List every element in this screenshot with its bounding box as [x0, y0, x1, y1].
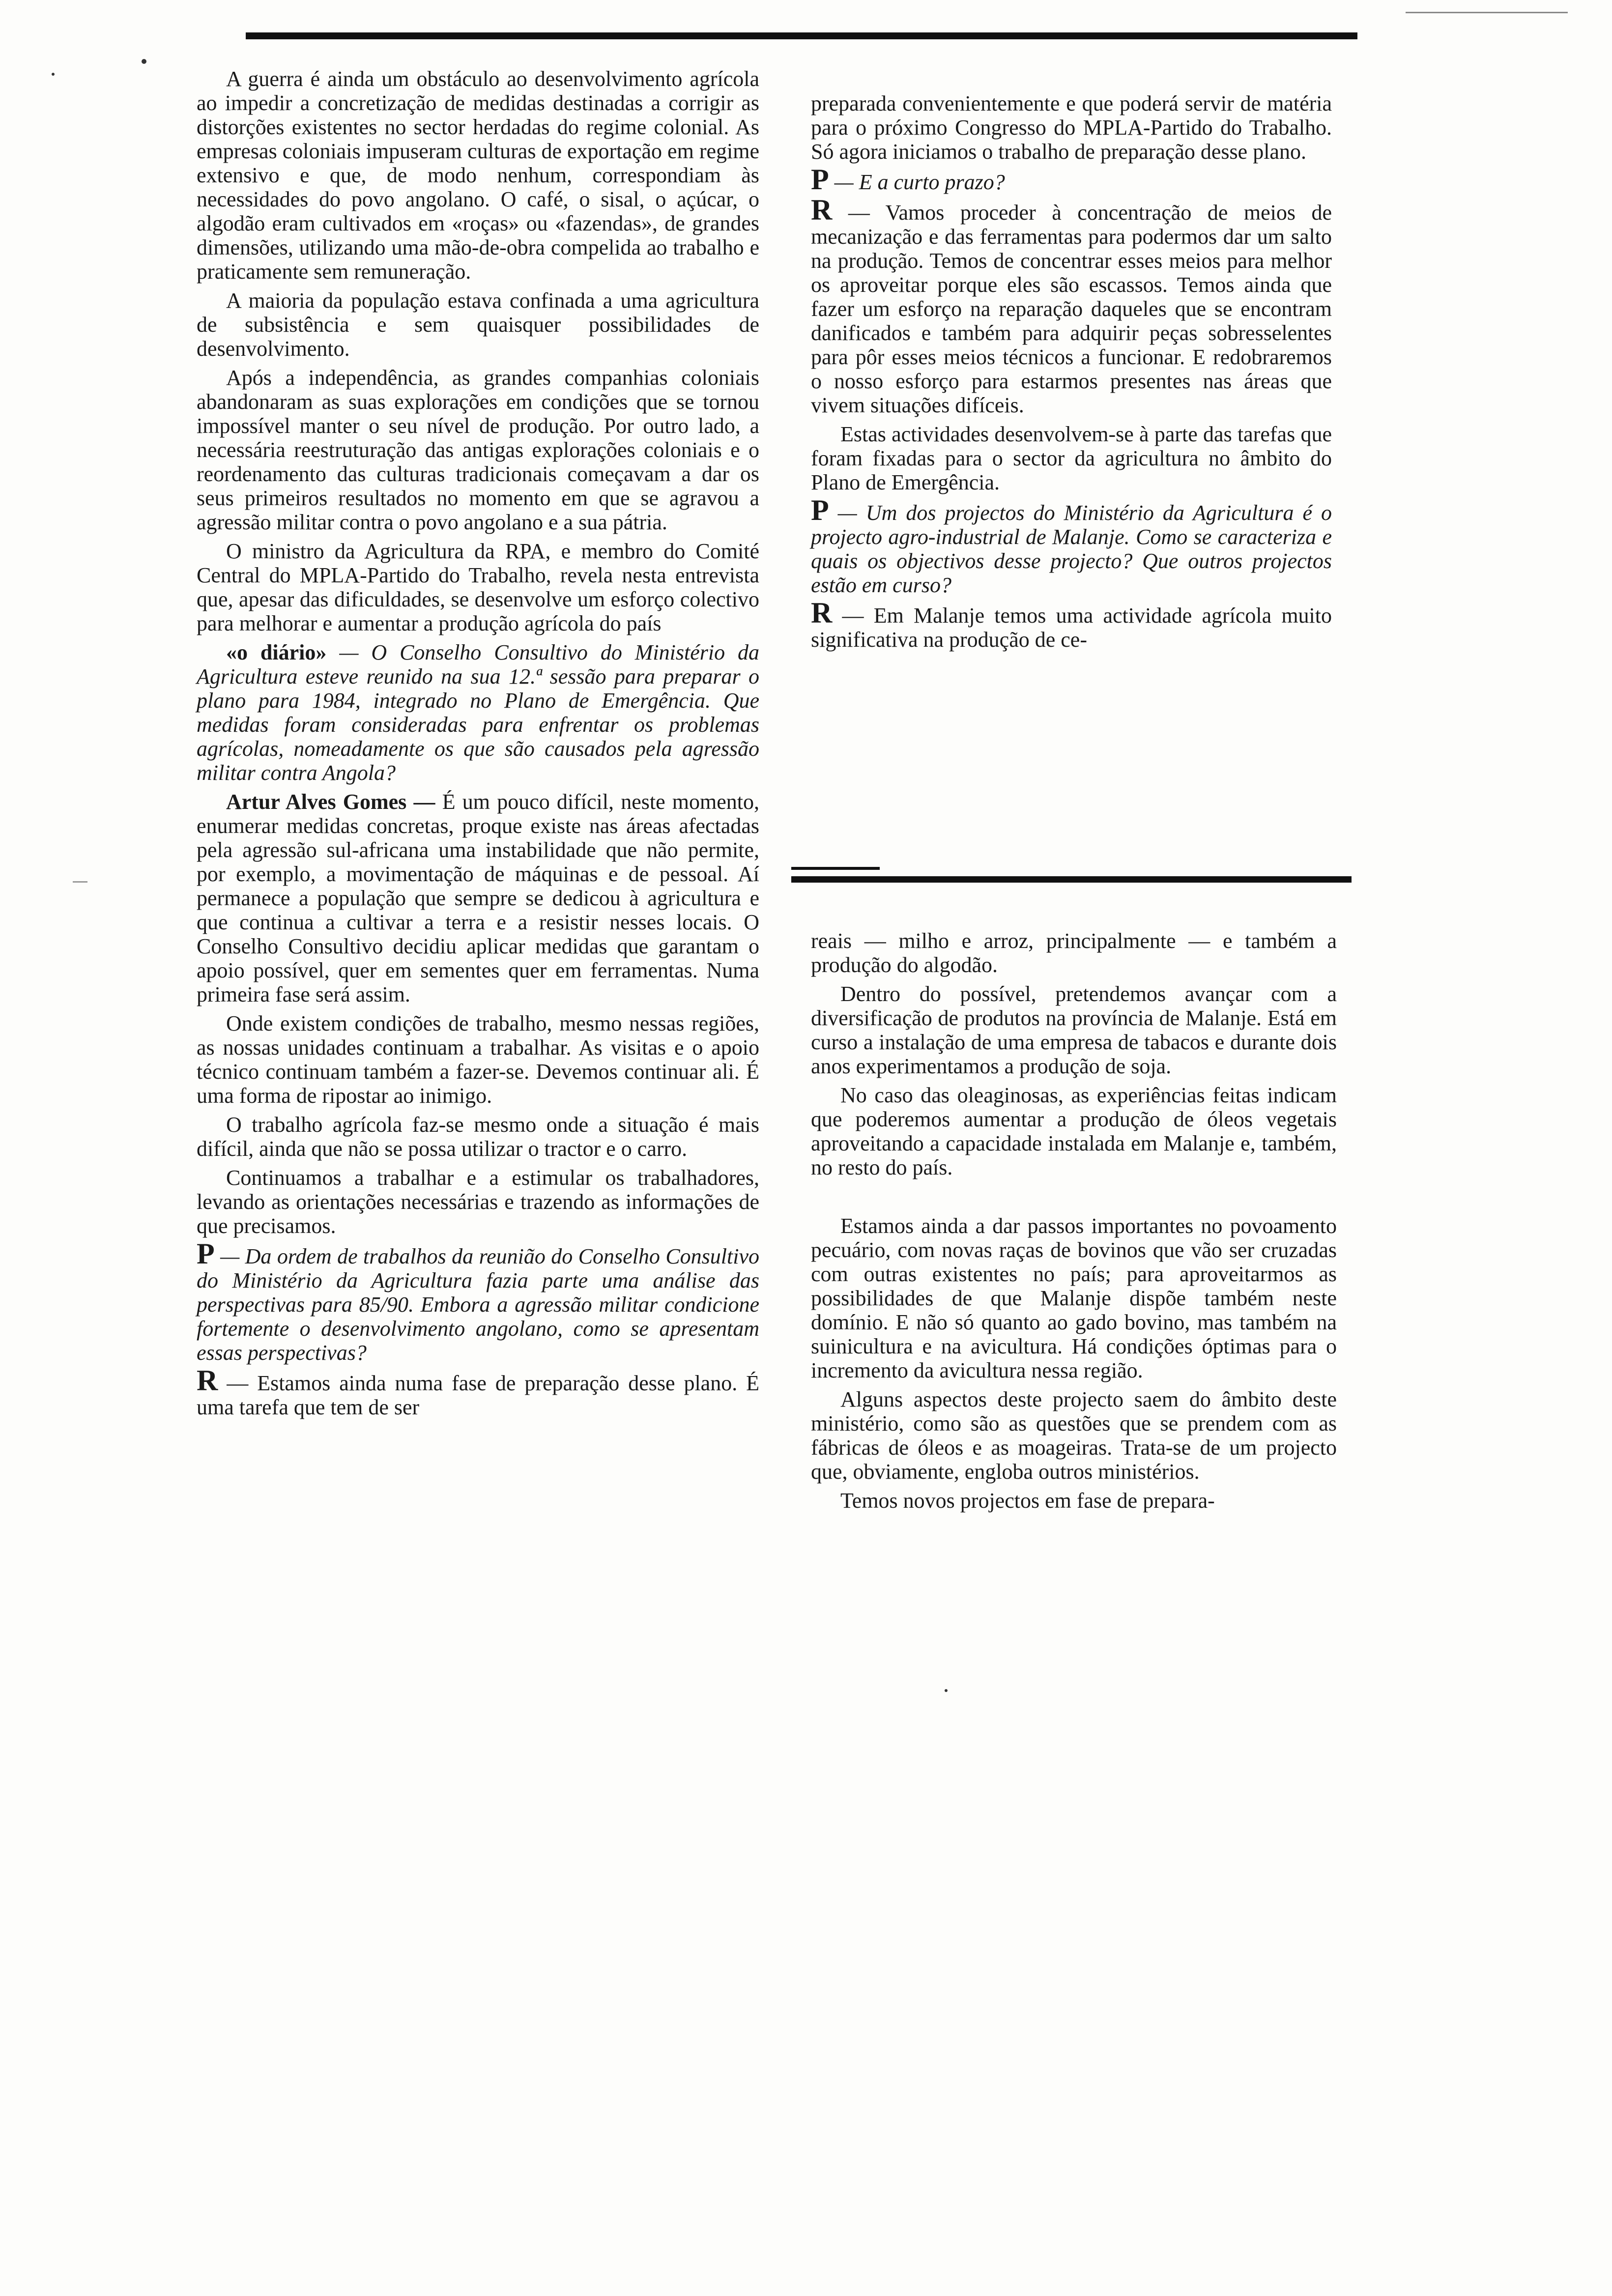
scan-speck — [945, 1689, 948, 1692]
question-1-speaker: «o diário» — [226, 640, 327, 664]
left-paragraph-5: Onde existem condições de trabalho, mesmo nessas regiões, as nossas unidades continuam a trabalhar. As visitas e o apoio técnico continuam também a fazer-se. Devemos continuar ali. É uma forma de ripostar ao inimigo. — [197, 1011, 759, 1108]
question-4 — [811, 494, 1332, 597]
question-4-marker: P — [811, 494, 829, 526]
answer-1 — [197, 790, 759, 1006]
question-1-text: — O Conselho Consultivo do Ministério da Agricultura esteve reunido na sua 12.ª sessão para preparar o plano para 1984, integrado no Plano de Emergência. Que medidas foram consideradas para enfrentar os problemas agrícolas, nomeadamente os que são causados pela agressão militar contra Angola? — [197, 640, 760, 785]
left-paragraph-6: O trabalho agrícola faz-se mesmo onde a situação é mais difícil, ainda que não se possa utilizar o tractor e o carro. — [197, 1113, 759, 1161]
right-bottom-paragraph-1: reais — milho e arroz, principalmente — e também a produção do algodão. — [811, 929, 1337, 977]
answer-1-text: É um pouco difícil, neste momento, enumerar medidas concretas, proque existe nas áreas afectadas pela agressão sul-africana uma instabilidade que não permite, por exemplo, a movimentação de máquinas e de pessoal. Aí permanece a população que sempre se dedicou à agricultura e que continua a cultivar a terra e a resistir nesses locais. O Conselho Consultivo decidiu aplicar medidas que garantam o apoio possível, quer em sementes quer em ferramentas. Numa primeira fase será assim. — [197, 790, 759, 1006]
question-4-text: — Um dos projectos do Ministério da Agricultura é o projecto agro-industrial de Malanje. Como se caracteriza e quais os objectivos desse projecto? Que outros projectos estão em curso? — [811, 501, 1332, 597]
question-3-text: — E a curto prazo? — [834, 170, 1005, 194]
question-3-marker: P — [811, 163, 829, 196]
left-paragraph-7: Continuamos a trabalhar e a estimular os trabalhadores, levando as orientações necessárias e trazendo as informações de que precisamos. — [197, 1166, 759, 1238]
answer-1-speaker: Artur Alves Gomes — — [226, 790, 435, 814]
intro-paragraph-3: Após a independência, as grandes companhias coloniais abandonaram as suas explorações em condições que se tornou impossível manter o seu nível de produção. Por outro lado, a necessária reestruturação das antigas explorações coloniais e o reordenamento das culturas tradicionais começavam a dar os seus primeiros resultados no momento em que se agravou a agressão militar contra o povo angolano e a sua pátria. — [197, 366, 759, 534]
question-2-text: — Da ordem de trabalhos da reunião do Conselho Consultivo do Ministério da Agricultura fazia parte uma análise das perspectivas para 85/90. Embora a agressão militar condicione fortemente o desenvolvimento angolano, como se apresentam essas perspectivas? — [197, 1244, 760, 1365]
question-3 — [811, 163, 1332, 196]
answer-2-text: — Estamos ainda numa fase de preparação desse plano. É uma tarefa que tem de ser — [197, 1371, 760, 1419]
right-bottom-paragraph-6: Temos novos projectos em fase de prepara- — [840, 1489, 1215, 1513]
question-1 — [197, 640, 759, 785]
intro-paragraph-4: O ministro da Agricultura da RPA, e membro do Comité Central do MPLA-Partido do Trabalho, revela nesta entrevista que, apesar das dificuldades, se desenvolve um esforço colectivo para melhorar e aumentar a produção agrícola do país — [197, 539, 759, 635]
section-divider — [791, 876, 1352, 883]
left-column — [197, 67, 759, 1424]
right-column-bottom — [811, 929, 1337, 1518]
answer-3-marker: R — [811, 194, 833, 226]
scan-speck — [73, 881, 87, 883]
section-divider-thin — [791, 867, 880, 870]
answer-2-marker: R — [197, 1364, 218, 1397]
question-2 — [197, 1237, 760, 1365]
right-bottom-paragraph-5: Alguns aspectos deste projecto saem do âmbito deste ministério, como são as questões que se prendem com as fábricas de óleos e as moageiras. Trata-se de um projecto que, obviamente, engloba outros ministérios. — [811, 1387, 1337, 1484]
answer-4-text: — Em Malanje temos uma actividade agrícola muito significativa na produção de ce- — [811, 603, 1332, 652]
top-right-hairline — [1406, 12, 1568, 13]
intro-paragraph-2: A maioria da população estava confinada a uma agricultura de subsistência e sem quaisquer possibilidades de desenvolvimento. — [197, 288, 759, 361]
question-2-marker: P — [197, 1237, 215, 1270]
answer-4-marker: R — [811, 597, 833, 629]
intro-paragraph-1: A guerra é ainda um obstáculo ao desenvolvimento agrícola ao impedir a concretização de medidas destinadas a corrigir as distorções existentes no sector herdadas do regime colonial. As empresas coloniais impuseram culturas de exportação em regime extensivo e que, de modo nenhum, correspondiam às necessidades do povo angolano. O café, o sisal, o açúcar, o algodão eram cultivados em «roças» ou «fazendas», de grandes dimensões, utilizando uma mão-de-obra compelida ao trabalho e praticamente sem remuneração. — [197, 67, 759, 284]
top-rule — [246, 32, 1357, 39]
scan-speck — [142, 59, 146, 64]
answer-3-text: — Vamos proceder à concentração de meios de mecanização e das ferramentas para podermos dar um salto na produção. Temos de concentrar esses meios para melhor os aproveitar porque eles são escassos. Temos ainda que fazer um esforço na reparação daqueles que se encontram danificados e também para adquirir peças sobresselentes para pôr esses meios técnicos a funcionar. E redobraremos o nosso esforço para estarmos presentes nas áreas que vivem situações difíceis. — [811, 201, 1332, 417]
right-bottom-paragraph-2: Dentro do possível, pretendemos avançar com a diversificação de produtos na província de Malanje. Está em curso a instalação de uma empresa de tabacos e durante dois anos experimentamos a produção de soja. — [811, 982, 1337, 1078]
scan-speck — [52, 73, 55, 76]
right-bottom-paragraph-4: Estamos ainda a dar passos importantes no povoamento pecuário, com novas raças de bovinos que vão ser cruzadas com outras existentes no país; para aproveitarmos as possibilidades de que Malanje dispõe também neste domínio. E não só quanto ao gado bovino, mas também na suinicultura e na avicultura. Há condições óptimas para o incremento da avicultura nessa região. — [811, 1214, 1337, 1382]
right-paragraph-1: preparada convenientemente e que poderá servir de matéria para o próximo Congresso do MPLA-Partido do Trabalho. Só agora iniciamos o trabalho de preparação desse plano. — [811, 91, 1332, 164]
right-column-top — [811, 91, 1332, 657]
answer-4 — [811, 597, 1332, 652]
answer-2 — [197, 1364, 760, 1419]
right-bottom-paragraph-3: No caso das oleaginosas, as experiências feitas indicam que poderemos aumentar a produção de óleos vegetais aproveitando a capacidade instalada em Malanje e, também, no resto do país. — [811, 1083, 1337, 1179]
right-paragraph-2: Estas actividades desenvolvem-se à parte das tarefas que foram fixadas para o sector da agricultura no âmbito do Plano de Emergência. — [811, 422, 1332, 494]
answer-3 — [811, 194, 1332, 417]
